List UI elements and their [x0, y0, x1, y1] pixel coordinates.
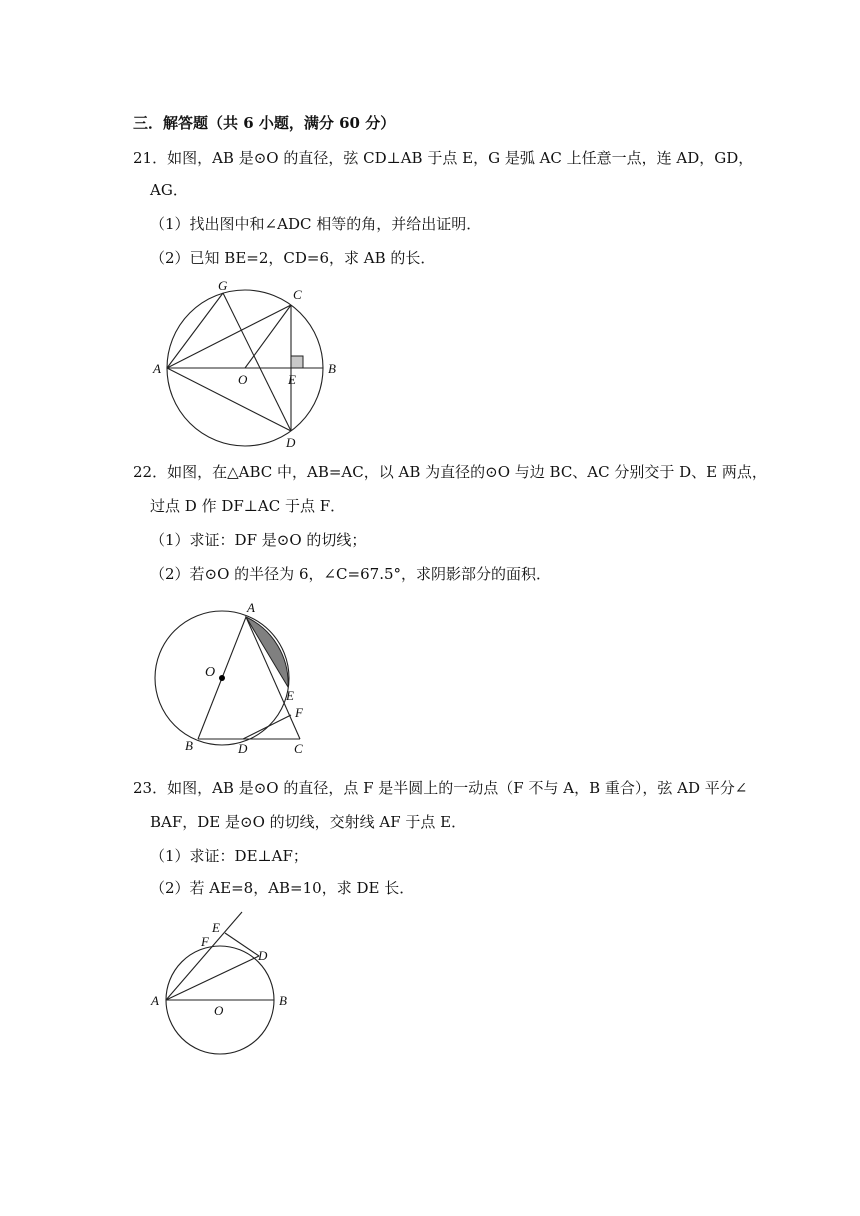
segment-df — [243, 715, 291, 739]
problem-21-line-1: 21．如图，AB 是⊙O 的直径，弦 CD⊥AB 于点 E，G 是弧 AC 上任意一点，连 AD，GD， — [133, 149, 754, 167]
section-header: 三．解答题（共 6 小题，满分 60 分） — [133, 114, 396, 132]
label-d: D — [286, 435, 296, 450]
segment-ag — [167, 293, 223, 368]
label-g: G — [218, 278, 228, 293]
label-o: O — [214, 1003, 224, 1018]
label-o: O — [238, 372, 248, 387]
segment-ac — [167, 305, 291, 368]
tangent-de — [225, 933, 259, 956]
problem-23-figure — [145, 908, 305, 1062]
segment-gd — [223, 293, 291, 431]
problem-21-line-2: AG． — [150, 181, 188, 199]
label-d: D — [258, 948, 268, 963]
label-a: A — [247, 600, 255, 615]
problem-23-part-2: （2）若 AE=8，AB=10，求 DE 长． — [150, 879, 415, 897]
label-f: F — [295, 705, 303, 720]
label-o: O — [205, 665, 216, 680]
label-e: E — [286, 688, 294, 703]
segment-ad — [167, 368, 291, 431]
label-b: B — [279, 993, 287, 1008]
label-c: C — [294, 741, 303, 756]
problem-22-line-2: 过点 D 作 DF⊥AC 于点 F． — [150, 497, 346, 515]
problem-22-line-1: 22．如图，在△ABC 中，AB=AC，以 AB 为直径的⊙O 与边 BC、AC 分别交于 D、E 两点， — [133, 463, 767, 481]
label-b: B — [185, 738, 193, 753]
center-dot — [219, 675, 225, 681]
label-f: F — [201, 934, 209, 949]
label-b: B — [328, 361, 336, 376]
problem-23-line-2: BAF，DE 是⊙O 的切线，交射线 AF 于点 E． — [150, 813, 467, 831]
label-e: E — [212, 920, 220, 935]
label-e: E — [288, 372, 296, 387]
label-a: A — [153, 361, 161, 376]
problem-22-part-1: （1）求证：DF 是⊙O 的切线； — [150, 531, 367, 549]
label-a: A — [151, 993, 159, 1008]
segment-oc — [245, 305, 291, 368]
chord-ad — [166, 956, 259, 1000]
right-angle-mark — [291, 356, 303, 368]
problem-21-part-1: （1）找出图中和∠ADC 相等的角，并给出证明． — [150, 215, 482, 233]
problem-21-figure — [145, 272, 355, 456]
problem-21-part-2: （2）已知 BE=2，CD=6，求 AB 的长． — [150, 249, 436, 267]
ray-af — [166, 912, 242, 1000]
shaded-region — [246, 617, 288, 687]
label-d: D — [238, 741, 248, 756]
problem-23-line-1: 23．如图，AB 是⊙O 的直径，点 F 是半圆上的一动点（F 不与 A，B 重合），弦 AD 平分∠ — [133, 779, 748, 797]
problem-22-figure — [145, 598, 315, 762]
problem-23-part-1: （1）求证：DE⊥AF； — [150, 847, 308, 865]
label-c: C — [293, 287, 302, 302]
problem-22-part-2: （2）若⊙O 的半径为 6，∠C=67.5°，求阴影部分的面积． — [150, 565, 552, 583]
